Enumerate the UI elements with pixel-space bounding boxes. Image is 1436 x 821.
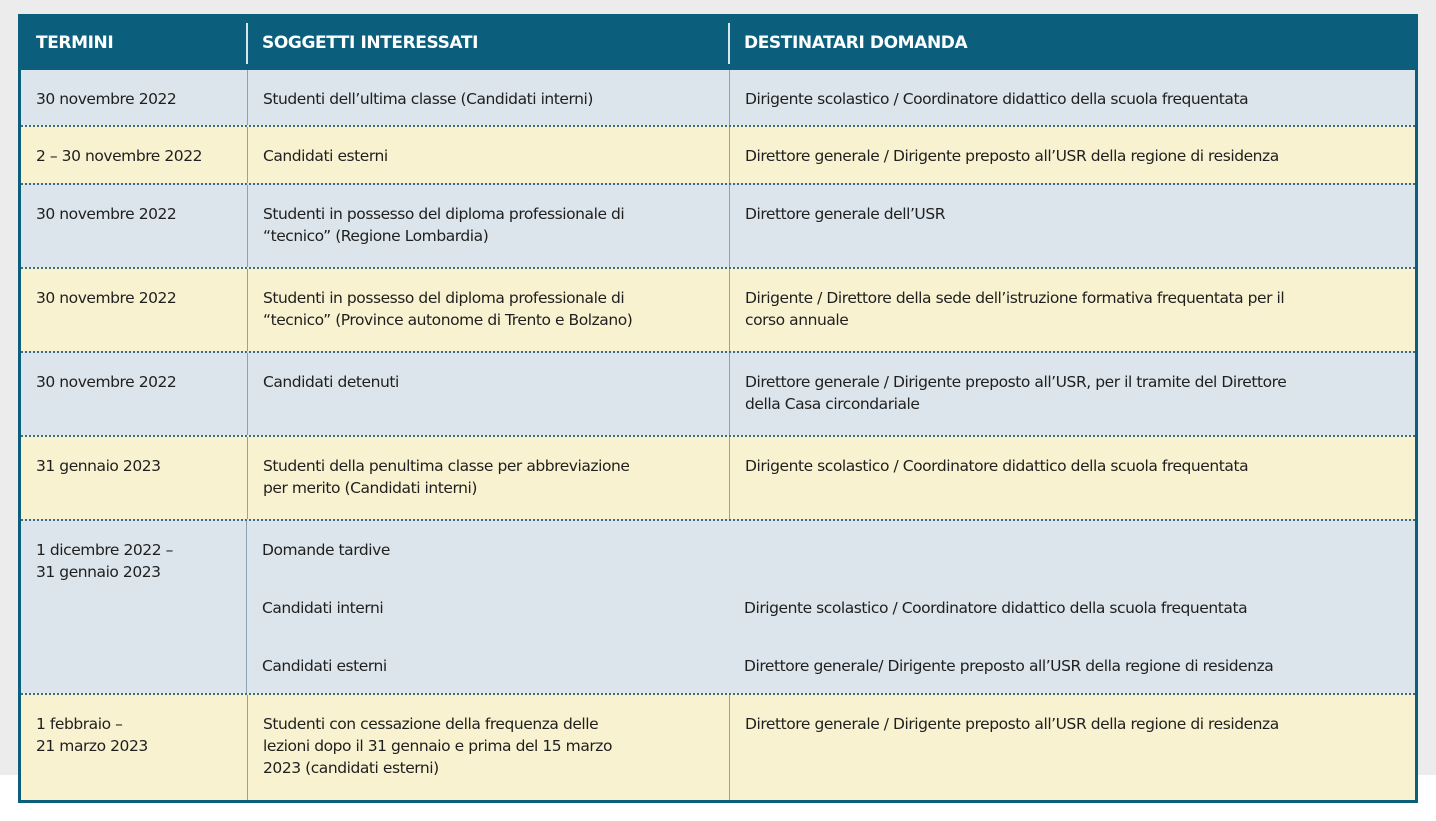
cell-termini: 30 novembre 2022 — [36, 289, 177, 307]
late-internal-recipient: Dirigente scolastico / Coordinatore didattico della scuola frequentata — [744, 599, 1248, 617]
cell-termini: 30 novembre 2022 — [36, 90, 177, 108]
cell-termini: 30 novembre 2022 — [36, 205, 177, 223]
header-destinatari: DESTINATARI DOMANDA — [744, 33, 968, 53]
cell-destinatari: Dirigente scolastico / Coordinatore didattico della scuola frequentata — [729, 70, 1415, 125]
header-termini: TERMINI — [36, 33, 114, 53]
cell-soggetti: Candidati esterni — [247, 127, 729, 183]
table-header — [21, 17, 1415, 70]
late-external-label: Candidati esterni — [262, 657, 387, 675]
cell-destinatari: Dirigente / Direttore della sede dell’istruzione formativa frequentata per il corso annuale — [729, 269, 1415, 351]
table-row-late-applications — [21, 519, 1415, 693]
cell-termini: 31 gennaio 2023 — [36, 457, 161, 475]
table-row — [21, 125, 1415, 183]
cell-destinatari: Direttore generale / Dirigente preposto all’USR della regione di residenza — [729, 127, 1415, 183]
cell-destinatari: Dirigente scolastico / Coordinatore didattico della scuola frequentata — [729, 437, 1415, 519]
cell-termini: 1 dicembre 2022 – 31 gennaio 2023 — [21, 521, 247, 693]
deadlines-table — [18, 14, 1418, 803]
late-external-recipient: Direttore generale/ Dirigente preposto all’USR della regione di residenza — [744, 657, 1274, 675]
cell-soggetti: Candidati detenuti — [247, 353, 729, 435]
header-soggetti: SOGGETTI INTERESSATI — [262, 33, 478, 53]
cell-soggetti: Studenti in possesso del diploma professionale di “tecnico” (Province autonome di Trento e Bolzano) — [247, 269, 729, 351]
cell-termini: 2 – 30 novembre 2022 — [36, 147, 203, 165]
table-row — [21, 693, 1415, 803]
table-row — [21, 435, 1415, 519]
late-internal-label: Candidati interni — [262, 599, 384, 617]
table-row — [21, 267, 1415, 351]
table-row — [21, 70, 1415, 125]
late-applications-title: Domande tardive — [262, 541, 390, 559]
cell-destinatari: Direttore generale dell’USR — [729, 185, 1415, 267]
header-divider — [728, 23, 730, 64]
cell-soggetti: Studenti in possesso del diploma professionale di “tecnico” (Regione Lombardia) — [247, 185, 729, 267]
table-row — [21, 351, 1415, 435]
cell-soggetti: Studenti della penultima classe per abbreviazione per merito (Candidati interni) — [247, 437, 729, 519]
cell-destinatari: Direttore generale / Dirigente preposto all’USR, per il tramite del Direttore della Casa circondariale — [729, 353, 1415, 435]
cell-soggetti: Studenti dell’ultima classe (Candidati interni) — [247, 70, 729, 125]
cell-termini: 1 febbraio – 21 marzo 2023 — [36, 715, 148, 755]
cell-soggetti: Studenti con cessazione della frequenza delle lezioni dopo il 31 gennaio e prima del 15 marzo 2023 (candidati esterni) — [247, 695, 729, 803]
cell-termini: 30 novembre 2022 — [36, 373, 177, 391]
table-row — [21, 183, 1415, 267]
cell-destinatari: Direttore generale / Dirigente preposto all’USR della regione di residenza — [729, 695, 1415, 803]
header-divider — [246, 23, 248, 64]
